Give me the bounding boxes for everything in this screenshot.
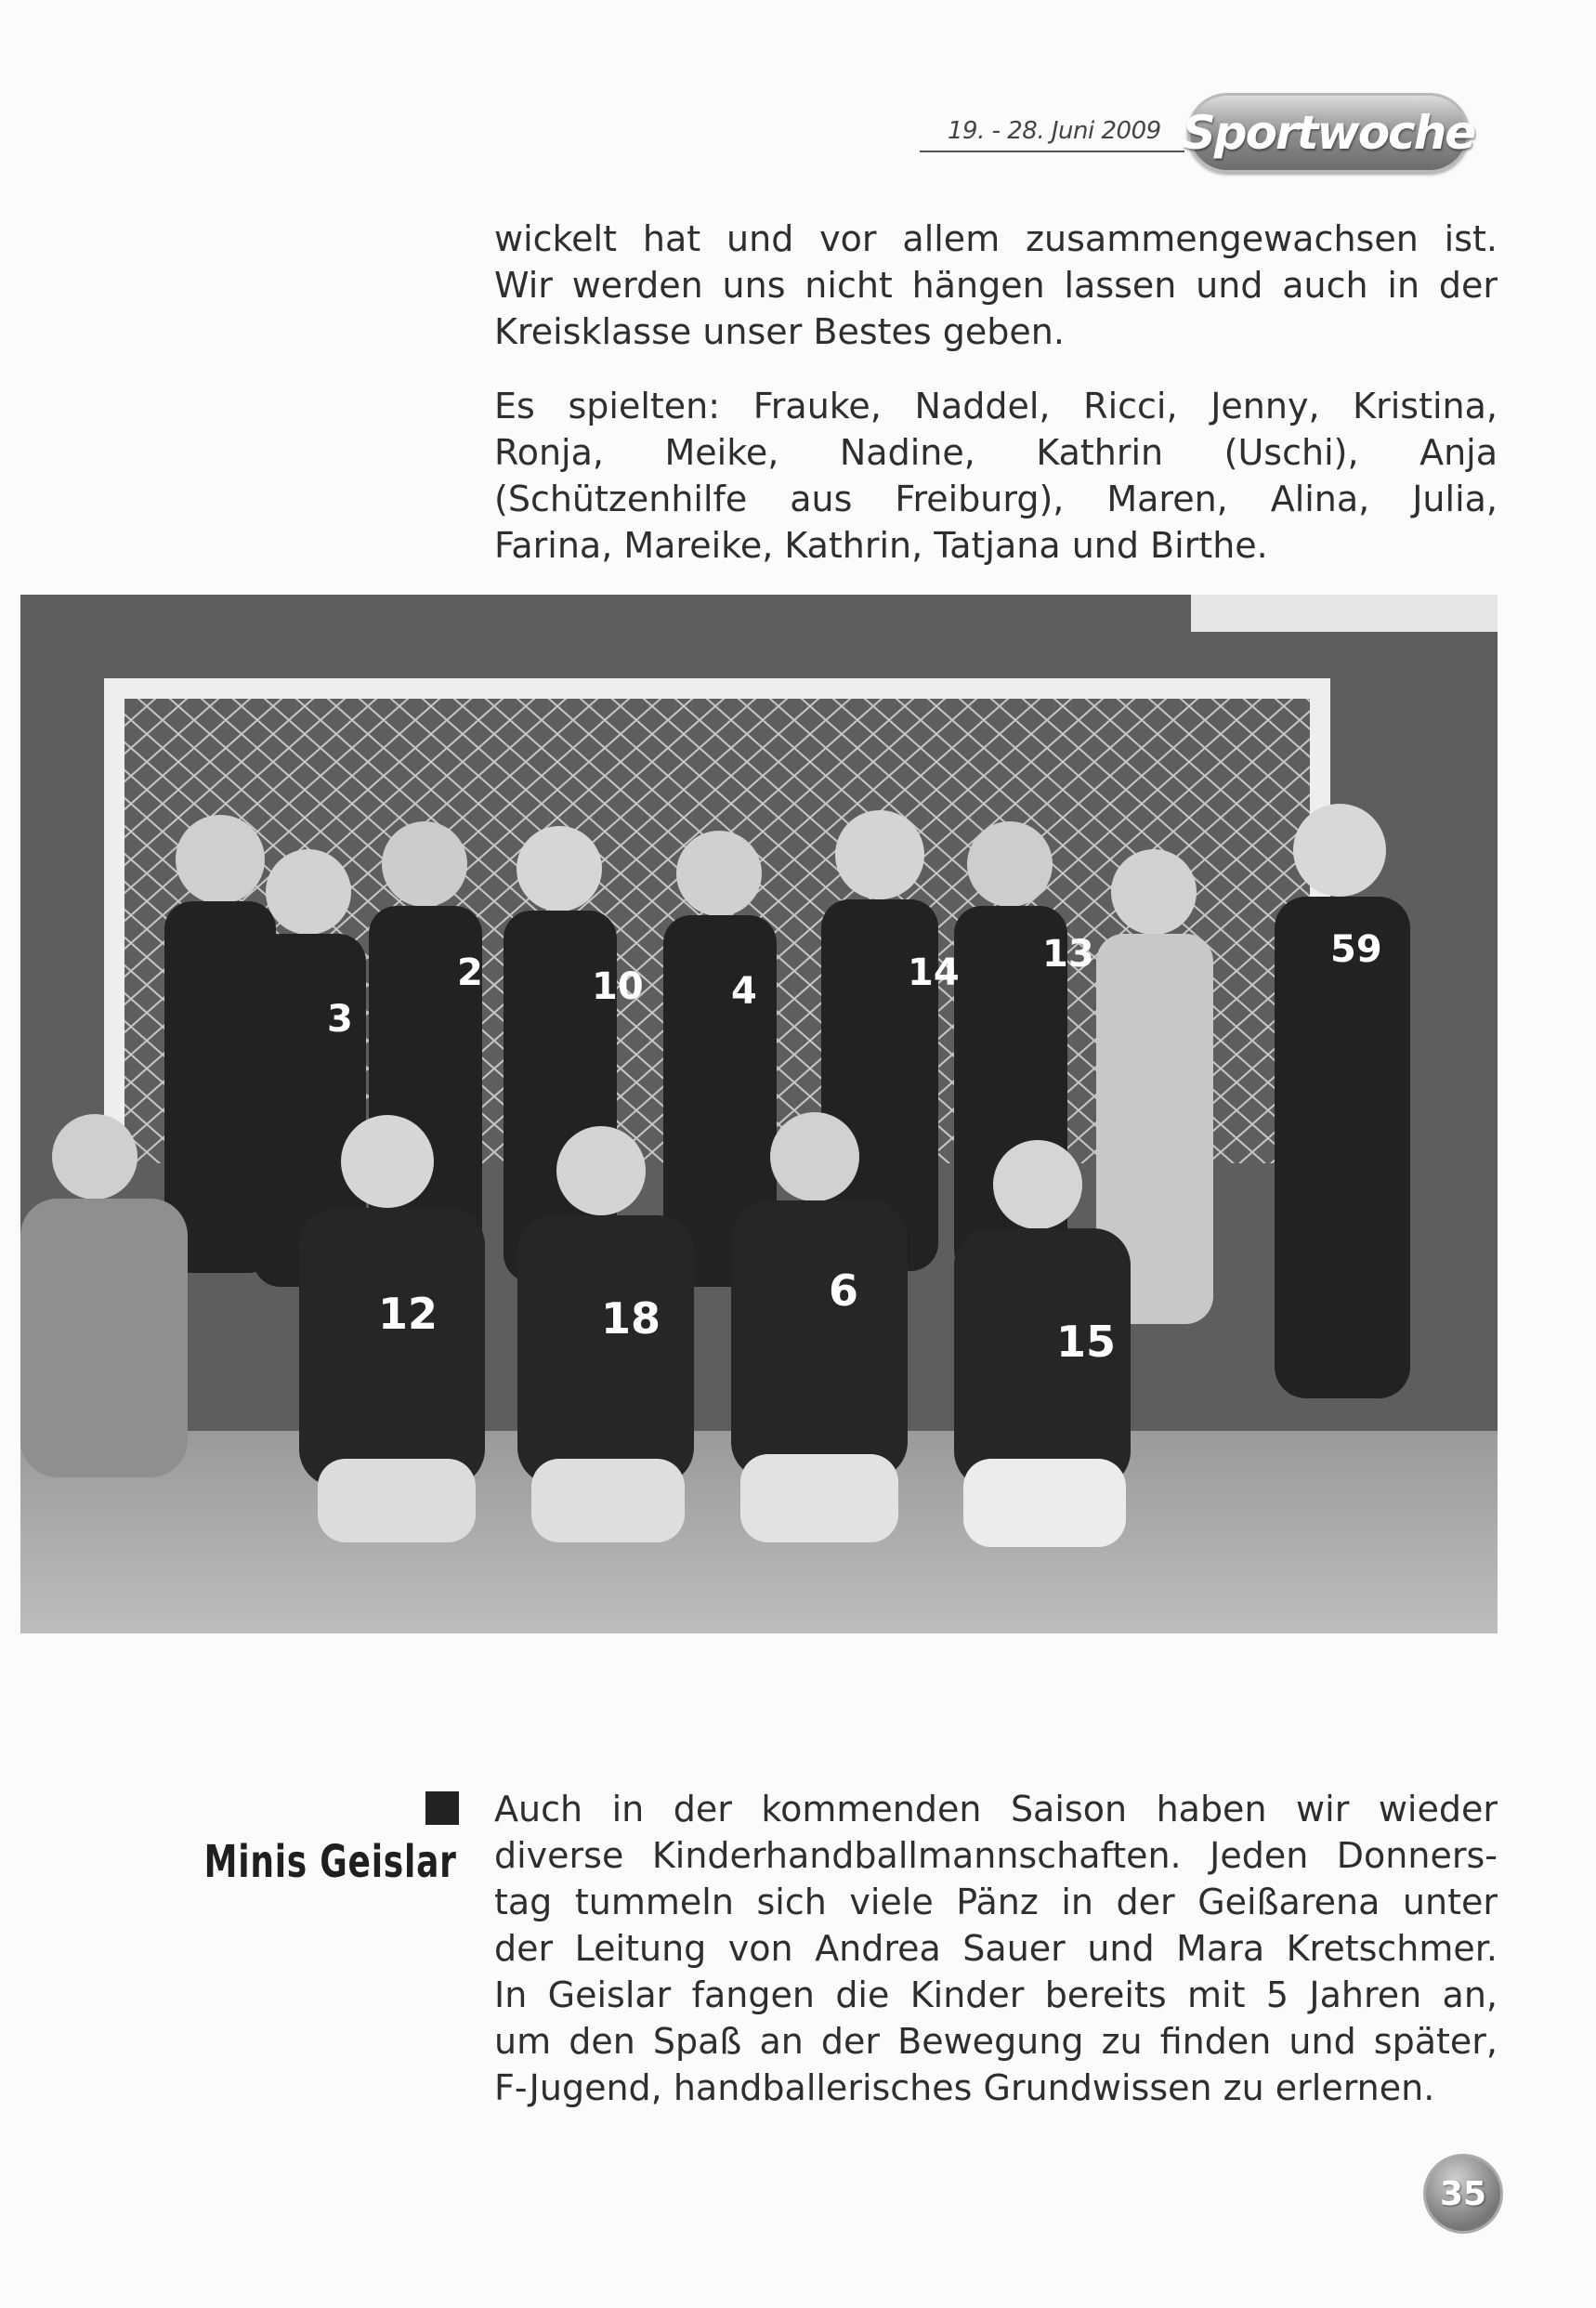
text-line: tag tummeln sich viele Pänz in der Geißarena unter bbox=[494, 1882, 1498, 1922]
text-line: Es spielten: Frauke, Naddel, Ricci, Jenny, Kristina, bbox=[494, 386, 1498, 426]
brand-badge bbox=[1182, 93, 1475, 173]
text-line: wickelt hat und vor allem zusammengewachsen ist. bbox=[494, 218, 1498, 259]
text-line: Kreisklasse unser Bestes geben. bbox=[494, 311, 1065, 352]
article-paragraph-2 bbox=[494, 383, 1498, 569]
basketball-board bbox=[1191, 595, 1498, 632]
jersey-number: 12 bbox=[378, 1289, 438, 1339]
goal-crossbar bbox=[104, 678, 1330, 699]
text-line: In Geislar fangen die Kinder bereits mit 5 Jahren an, bbox=[494, 1974, 1498, 2015]
brand-name: Sportwoche bbox=[1182, 106, 1475, 160]
text-line: diverse Kinderhandballmannschaften. Jeden Donners- bbox=[494, 1835, 1498, 1876]
jersey-number: 10 bbox=[592, 965, 644, 1008]
jersey-number: 59 bbox=[1330, 928, 1382, 971]
text-line: F-Jugend, handballerisches Grundwissen zu erlernen. bbox=[494, 2067, 1435, 2108]
section-title: Minis Geislar bbox=[204, 1836, 457, 1888]
page-header bbox=[892, 89, 1505, 164]
jersey-number: 15 bbox=[1056, 1317, 1117, 1367]
team-photo-illustration bbox=[20, 595, 1498, 1633]
text-line: Ronja, Meike, Nadine, Kathrin (Uschi), Anja bbox=[494, 432, 1498, 473]
jersey-number: 3 bbox=[327, 998, 353, 1041]
section-marker bbox=[425, 1791, 459, 1825]
team-photo bbox=[20, 595, 1498, 1633]
jersey-number: 13 bbox=[1042, 933, 1094, 976]
jersey-number: 6 bbox=[829, 1265, 859, 1316]
section-paragraph bbox=[494, 1786, 1498, 2111]
jersey-number: 18 bbox=[601, 1293, 661, 1344]
page-number: 35 bbox=[1423, 2154, 1503, 2234]
text-line: Auch in der kommenden Saison haben wir wieder bbox=[494, 1789, 1498, 1829]
issue-date: 19. - 28. Juni 2009 bbox=[948, 117, 1161, 145]
jersey-number: 2 bbox=[457, 951, 483, 994]
text-line: um den Spaß an der Bewegung zu finden und später, bbox=[494, 2021, 1498, 2062]
text-line: (Schützenhilfe aus Freiburg), Maren, Alina, Julia, bbox=[494, 479, 1498, 519]
text-line: Farina, Mareike, Kathrin, Tatjana und Birthe. bbox=[494, 525, 1268, 566]
text-line: Wir werden uns nicht hängen lassen und auch in der bbox=[494, 265, 1498, 306]
goal-post-left bbox=[104, 678, 124, 1161]
jersey-number: 14 bbox=[908, 951, 960, 994]
jersey-number: 4 bbox=[731, 970, 757, 1013]
article-paragraph-1 bbox=[494, 216, 1498, 355]
text-line: der Leitung von Andrea Sauer und Mara Kretschmer. bbox=[494, 1928, 1498, 1969]
header-rule bbox=[920, 151, 1184, 152]
